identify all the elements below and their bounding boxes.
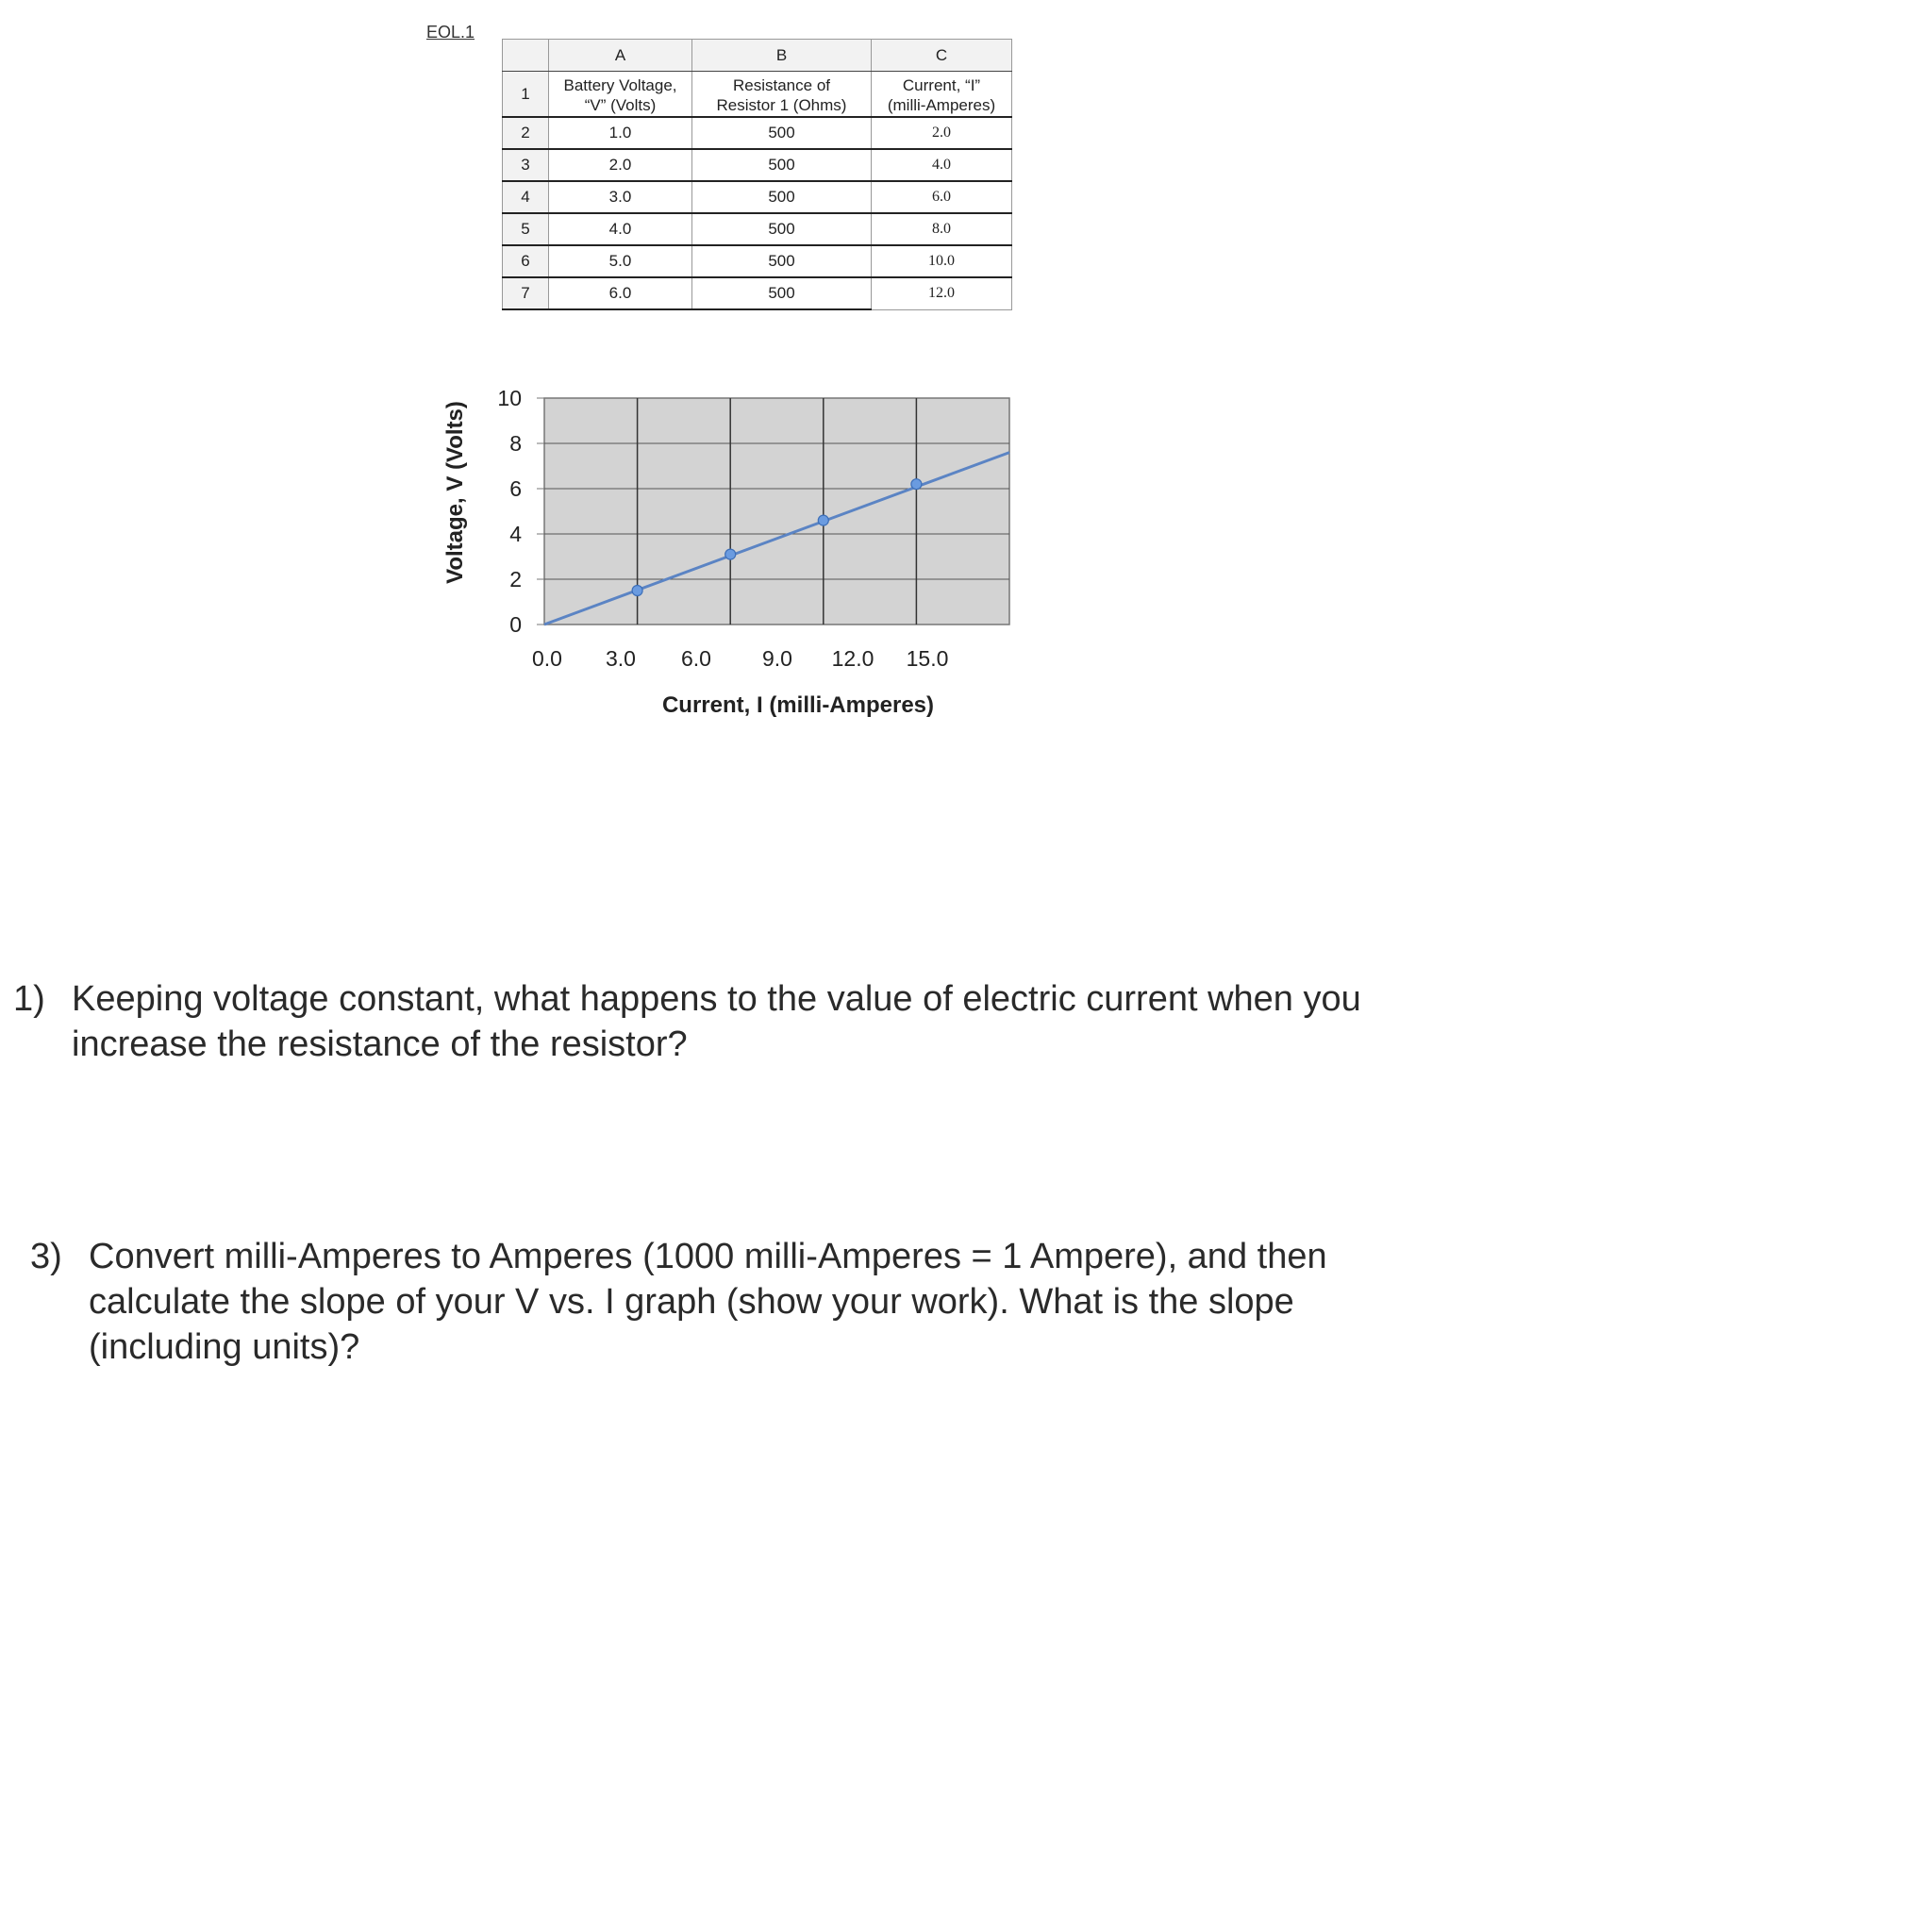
y-tick-label: 6 <box>509 476 522 501</box>
question-1 <box>13 976 1457 1067</box>
worksheet-label: EOL.1 <box>426 23 475 42</box>
column-letter-b: B <box>692 40 872 72</box>
data-point <box>911 479 922 490</box>
voltage-current-chart <box>434 377 1038 736</box>
header-resistance-line1: Resistance of <box>733 76 830 94</box>
cell-resistance: 500 <box>692 277 872 309</box>
y-tick-label: 2 <box>509 567 522 591</box>
header-row <box>503 72 1012 118</box>
data-point <box>632 586 642 596</box>
cell-current: 12.0 <box>872 277 1012 309</box>
table-row <box>503 181 1012 213</box>
y-tick-label: 0 <box>509 612 522 637</box>
table-row <box>503 149 1012 181</box>
x-tick-label: 15.0 <box>906 646 949 671</box>
y-tick-label: 8 <box>509 431 522 456</box>
y-tick-label: 4 <box>509 522 522 546</box>
header-resistance-line2: Resistor 1 (Ohms) <box>716 96 847 114</box>
table-row <box>503 117 1012 149</box>
cell-resistance: 500 <box>692 149 872 181</box>
data-table <box>502 39 1012 310</box>
cell-resistance: 500 <box>692 245 872 277</box>
table-row <box>503 213 1012 245</box>
cell-voltage: 3.0 <box>549 181 692 213</box>
y-axis-title: Voltage, V (Volts) <box>442 401 468 584</box>
x-tick-label: 3.0 <box>606 646 636 671</box>
question-1-text: Keeping voltage constant, what happens to the value of electric current when you increase the resistance of the resistor? <box>72 979 1361 1064</box>
header-voltage <box>549 72 692 118</box>
row-number: 6 <box>503 245 549 277</box>
cell-voltage: 6.0 <box>549 277 692 309</box>
cell-current: 8.0 <box>872 213 1012 245</box>
data-point <box>725 549 736 559</box>
cell-voltage: 2.0 <box>549 149 692 181</box>
column-letter-row <box>503 40 1012 72</box>
x-tick-label: 6.0 <box>681 646 711 671</box>
question-3-number: 3) <box>30 1237 62 1276</box>
data-point <box>818 515 828 525</box>
cell-resistance: 500 <box>692 213 872 245</box>
header-current-line2: (milli-Amperes) <box>887 96 996 114</box>
row-number: 7 <box>503 277 549 309</box>
row-number: 2 <box>503 117 549 149</box>
cell-voltage: 5.0 <box>549 245 692 277</box>
row-number: 4 <box>503 181 549 213</box>
table-row <box>503 245 1012 277</box>
column-letter-c: C <box>872 40 1012 72</box>
cell-current: 4.0 <box>872 149 1012 181</box>
row-number: 3 <box>503 149 549 181</box>
corner-cell <box>503 40 549 72</box>
y-tick-label: 10 <box>497 386 522 410</box>
cell-resistance: 500 <box>692 181 872 213</box>
row-number: 1 <box>503 72 549 118</box>
question-1-number: 1) <box>13 979 45 1019</box>
header-voltage-line1: Battery Voltage, <box>563 76 677 94</box>
cell-voltage: 4.0 <box>549 213 692 245</box>
cell-current: 2.0 <box>872 117 1012 149</box>
header-current <box>872 72 1012 118</box>
column-letter-a: A <box>549 40 692 72</box>
cell-voltage: 1.0 <box>549 117 692 149</box>
header-resistance <box>692 72 872 118</box>
x-axis-title: Current, I (milli-Amperes) <box>661 692 935 718</box>
cell-current: 10.0 <box>872 245 1012 277</box>
header-current-line1: Current, “I” <box>902 76 981 94</box>
table-row <box>503 277 1012 309</box>
cell-resistance: 500 <box>692 117 872 149</box>
cell-current: 6.0 <box>872 181 1012 213</box>
plot-area <box>544 398 1009 625</box>
x-tick-label: 12.0 <box>831 646 874 671</box>
question-3-text: Convert milli-Amperes to Amperes (1000 milli-Amperes = 1 Ampere), and then calculate the slope of your V vs. I graph (show your work). What is the slope (including units)? <box>89 1237 1327 1367</box>
header-voltage-line2: “V” (Volts) <box>584 96 657 114</box>
row-number: 5 <box>503 213 549 245</box>
x-tick-label: 0.0 <box>532 646 562 671</box>
x-tick-label: 9.0 <box>762 646 792 671</box>
question-3 <box>30 1234 1426 1370</box>
